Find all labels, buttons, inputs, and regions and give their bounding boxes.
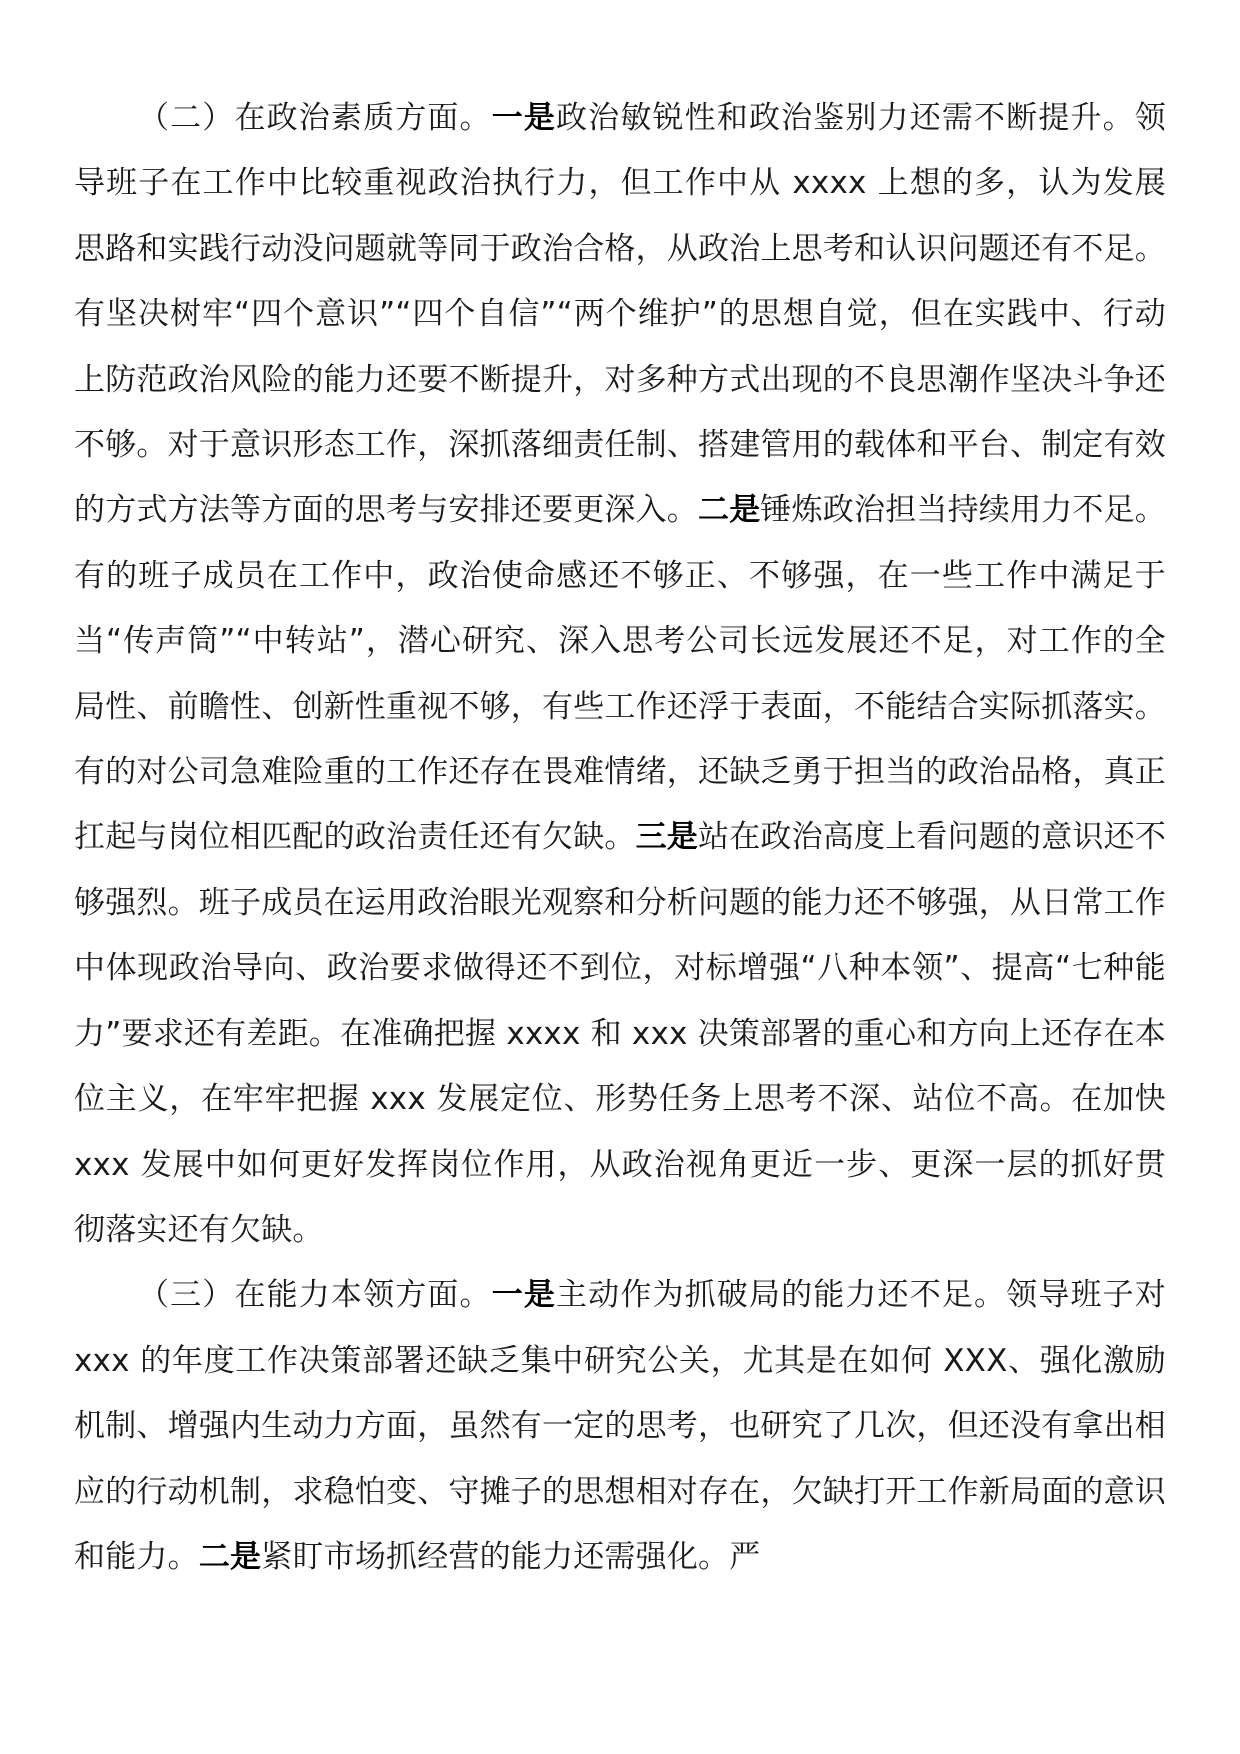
paragraph-text: 站在政治高度上看问题的意识还不够强烈。班子成员在运用政治眼光观察和分析问题的能力还不够强，从日常工作中体现政治导向、政治要求做得还不到位，对标增强“八种本领”、提高“七种能力”要求还有差距。在准确把握 xxxx 和 xxx 决策部署的重心和方向上还存在本位主义，在牢牢把握 xxx 发展定位、形势任务上思考不深、站位不高。在加快 xxx 发展中如何更好发挥岗位作用，从政治视角更近一步、更深一层的抓好贯彻落实还有欠缺。 [74, 819, 1167, 1248]
paragraph-text: 主动作为抓破局的能力还不足。领导班子对 xxx 的年度工作决策部署还缺乏集中研究公关，尤其是在如何 XXX、强化激励机制、增强内生动力方面，虽然有一定的思考，也研究了几次，但还没有拿出相应的行动机制，求稳怕变、守摊子的思想相对存在，欠缺打开工作新局面的意识和能力。 [74, 1277, 1166, 1575]
point-label-three: 三是 [635, 819, 699, 856]
point-label-one: 一是 [491, 100, 557, 136]
paragraph-text: （二）在政治素质方面。 [138, 100, 492, 136]
paragraph-text: 锤炼政治担当持续用力不足。有的班子成员在工作中，政治使命感还不够正、不够强，在一些工作中满足于当“传声筒”“中转站”，潜心研究、深入思考公司长远发展还不足，对工作的全局性、前瞻性、创新性重视不够，有些工作还浮于表面，不能结合实际抓落实。有的对公司急难险重的工作还存在畏难情绪，还缺乏勇于担当的政治品格，真正扛起与岗位相匹配的政治责任还有欠缺。 [74, 492, 1167, 856]
point-label-one: 一是 [491, 1277, 557, 1314]
point-label-two: 二是 [198, 1538, 262, 1575]
point-label-two: 二是 [698, 492, 761, 529]
paragraph-text: （三）在能力本领方面。 [138, 1277, 492, 1314]
document-body [74, 86, 1166, 1590]
paragraph-text: 政治敏锐性和政治鉴别力还需不断提升。领导班子在工作中比较重视政治执行力，但工作中从 xxxx 上想的多，认为发展思路和实践行动没问题就等同于政治合格，从政治上思考和认识问题还有不足。有坚决树牢“四个意识”“四个自信”“两个维护”的思想自觉，但在实践中、行动上防范政治风险的能力还要不断提升，对多种方式出现的不良思潮作坚决斗争还不够。对于意识形态工作，深抓落细责任制、搭建管用的载体和平台、制定有效的方式方法等方面的思考与安排还要更深入。 [74, 100, 1166, 529]
paragraph-ability [74, 1263, 1166, 1590]
paragraph-text: 紧盯市场抓经营的能力还需强化。严 [261, 1538, 761, 1575]
paragraph-political-quality [74, 86, 1166, 1263]
